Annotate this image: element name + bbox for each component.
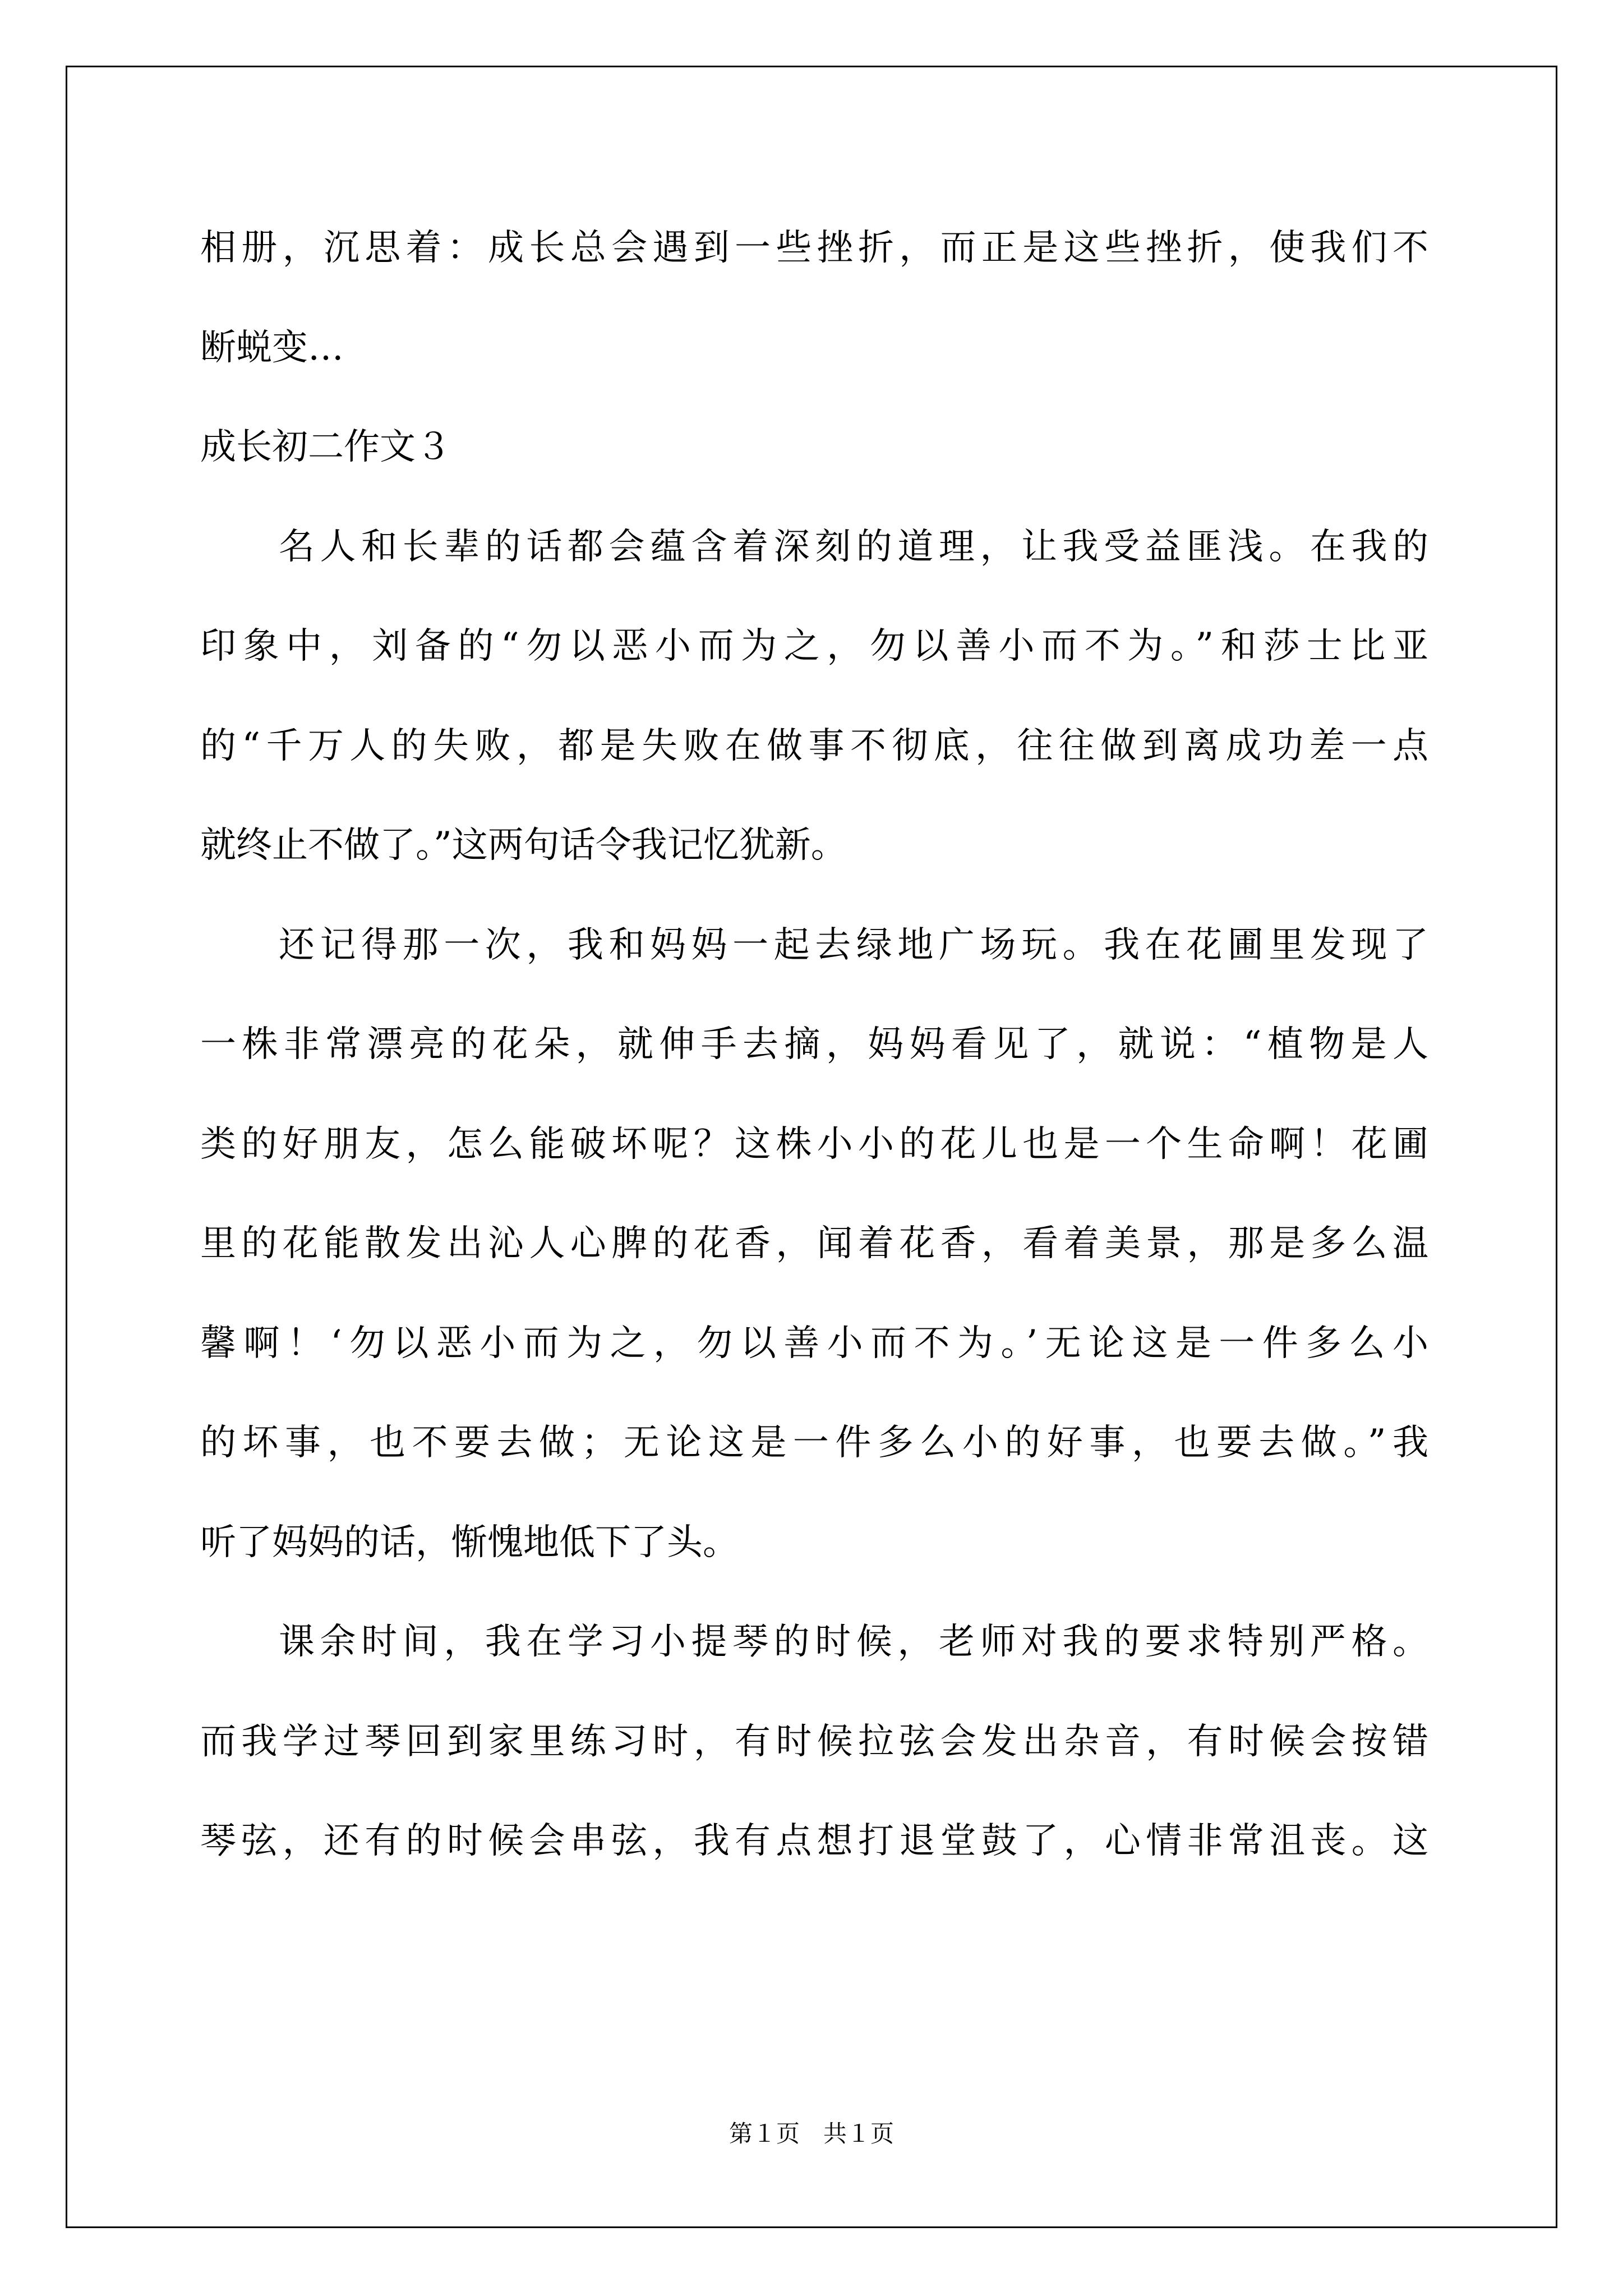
page-footer: 第１页 共１页 [728, 2120, 894, 2147]
paragraph-3-line-3: 琴弦，还有的时候会串弦，我有点想打退堂鼓了，心情非常沮丧。这 [200, 1820, 1428, 1862]
paragraph-1-line-1: 名人和长辈的话都会蕴含着深刻的道理，让我受益匪浅。在我的 [279, 526, 1428, 568]
intro-line-1: 相册，沉思着：成长总会遇到一些挫折，而正是这些挫折，使我们不 [200, 227, 1428, 269]
paragraph-2-line-7: 听了妈妈的话，惭愧地低下了头。 [200, 1522, 739, 1563]
paragraph-3-line-1: 课余时间，我在学习小提琴的时候，老师对我的要求特别严格。 [279, 1621, 1428, 1663]
paragraph-2-line-2: 一株非常漂亮的花朵，就伸手去摘，妈妈看见了，就说：“植物是人 [200, 1024, 1428, 1065]
paragraph-3-line-2: 而我学过琴回到家里练习时，有时候拉弦会发出杂音，有时候会按错 [200, 1721, 1428, 1763]
paragraph-1-line-2: 印象中，刘备的“勿以恶小而为之，勿以善小而不为。”和莎士比亚 [200, 625, 1428, 667]
paragraph-2-line-6: 的坏事，也不要去做；无论这是一件多么小的好事，也要去做。”我 [200, 1422, 1428, 1464]
paragraph-1-line-4: 就终止不做了。”这两句话令我记忆犹新。 [200, 825, 847, 866]
paragraph-2-line-3: 类的好朋友，怎么能破坏呢？这株小小的花儿也是一个生命啊！花圃 [200, 1124, 1428, 1165]
intro-line-2: 断蜕变… [200, 327, 344, 369]
paragraph-2-line-5: 馨啊！‘勿以恶小而为之，勿以善小而不为。’无论这是一件多么小 [200, 1323, 1428, 1364]
paragraph-1-line-3: 的“千万人的失败，都是失败在做事不彻底，往往做到离成功差一点 [200, 725, 1428, 767]
paragraph-2-line-4: 里的花能散发出沁人心脾的花香，闻着花香，看着美景，那是多么温 [200, 1223, 1428, 1264]
paragraph-2-line-1: 还记得那一次，我和妈妈一起去绿地广场玩。我在花圃里发现了 [279, 924, 1428, 966]
essay-title: 成长初二作文３ [200, 426, 451, 468]
